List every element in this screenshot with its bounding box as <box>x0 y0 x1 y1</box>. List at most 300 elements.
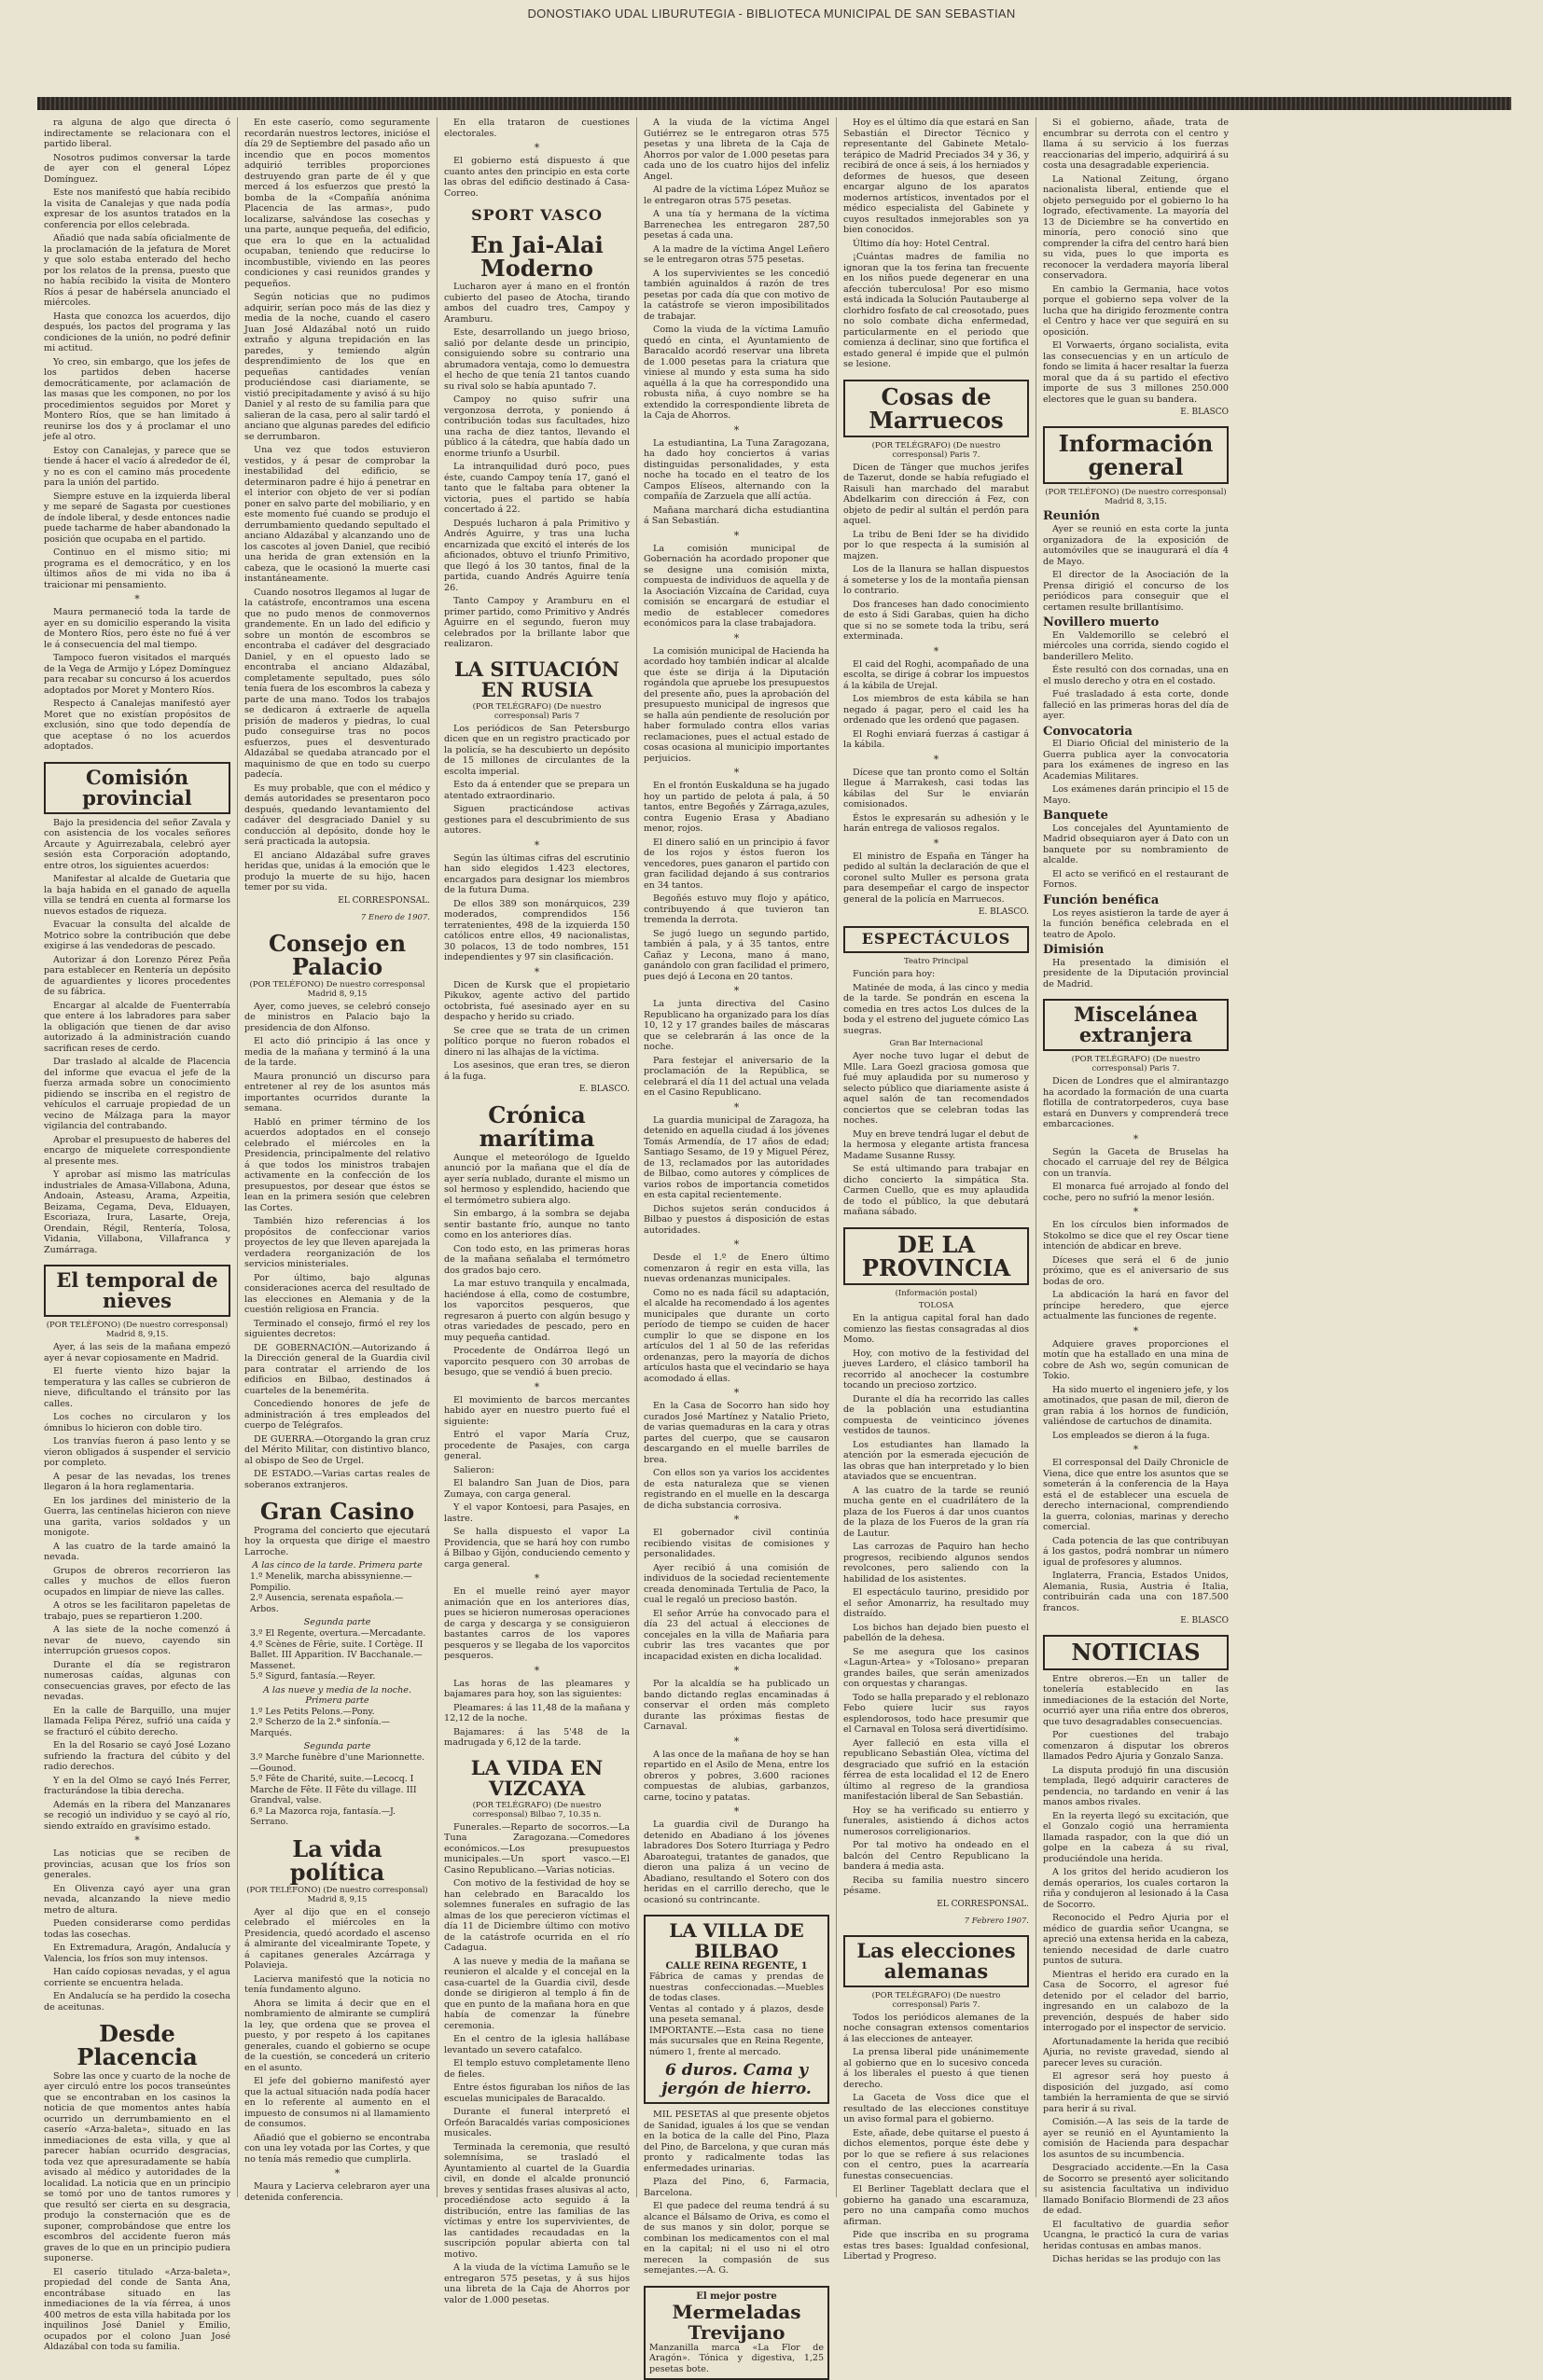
dateline: (POR TELÉGRAFO) (De nuestro corresponsal) Paris 7. <box>843 441 1029 460</box>
dateline: (POR TELÉGRAFO) (De nuestro corresponsal) Paris 7. <box>843 1991 1029 2010</box>
paragraph: El Diario Oficial del ministerio de la Guerra publica ayer la convocatoria para los exámenes de ingreso en las Academias Militares. <box>1043 739 1229 782</box>
program-item: 6.º La Mazorca roja, fantasía.—J. Serrano. <box>250 1806 430 1828</box>
signature: EL CORRESPONSAL. <box>843 1900 1029 1909</box>
paragraph: Durante el día se registraron numerosas caídas, algunas con consecuencias graves, por efecto de las nevadas. <box>44 1660 230 1703</box>
paragraph: Siguen practicándose activas gestiones para el descubrimiento de sus autores. <box>444 804 630 837</box>
ad-sanidad-shop: Plaza del Pino, 6, Farmacia, Barcelona. <box>644 2177 829 2198</box>
separator-asterisk: * <box>644 1387 829 1399</box>
paragraph: Como no es nada fácil su adaptación, el alcalde ha recomendado á los agentes municipales que durante un corto período de tiempo se cuiden de hacer cumplir lo que se dispone en los artículos del 1 al 50 de las referidas ordenanzas, pero la mayoría de dichos artículos hasta que el vecindario se haya acomodado á ellas. <box>644 1288 829 1385</box>
paragraph: Y en la del Olmo se cayó Inés Ferrer, fracturándose la tibia derecha. <box>44 1776 230 1797</box>
separator-asterisk: * <box>1043 1325 1229 1337</box>
paragraph: En Olivenza cayó ayer una gran nevada, alcanzando la nieve medio metro de altura. <box>44 1884 230 1916</box>
paragraph: Para festejar el aniversario de la proclamación de la República, se celebrará el día 11 del actual una velada en el Casino Republicano. <box>644 1056 829 1099</box>
paragraph: Los miembros de esta kábila se han negado á pagar, pero el caid les ha ordenado que les ordenó que pagasen. <box>843 694 1029 726</box>
program-item: 1.º Menelik, marcha abissynienne.—Pompilio. <box>250 1571 430 1593</box>
paragraph: Ayer, á las seis de la mañana empezó ayer á nevar copiosamente en Madrid. <box>44 1342 230 1363</box>
section-heading: SPORT VASCO <box>444 208 630 224</box>
paragraph: Salieron: <box>444 1465 630 1476</box>
paragraph: Una vez que todos estuvieron vestidos, y á pesar de comprobar la inestabilidad del edificio, se determinaron padre é hijo á penetrar en el interior con objeto de ver si podían poner en salvo parte del mobiliario, y en este momento fué cuando se produjo el derrumbamiento quedando sepultado el anciano Aldazábal y alcanzando uno de los cascotes al joven Daniel, que recibió una herida de gran extensión en la cabeza, que le ocasionó la muerte casi instantáneamente. <box>244 445 430 585</box>
ad-body: Fábrica de camas y prendas de nuestras confeccionadas.—Muebles de todas clases. <box>649 1972 824 2004</box>
separator-asterisk: * <box>644 985 829 997</box>
paragraph: Tampoco fueron visitados el marqués de la Vega de Armijo y López Domínguez para recabar su concurso á los acuerdos adoptados por Moret y Montero Ríos. <box>44 653 230 696</box>
paragraph: Los empleados se dieron á la fuga. <box>1043 1431 1229 1442</box>
paragraph: El caid del Roghi, acompañado de una escolta, se dirige á cobrar los impuestos á la kábila de Urejal. <box>843 659 1029 692</box>
paragraph: El facultativo de guardia señor Ucangna, le practicó la cura de varias heridas contusas en ambas manos. <box>1043 2220 1229 2252</box>
archive-header: DONOSTIAKO UDAL LIBURUTEGIA - BIBLIOTECA MUNICIPAL DE SAN SEBASTIAN <box>0 0 1543 26</box>
section-heading: Miscelánea extranjera <box>1043 999 1229 1051</box>
paragraph: Nosotros pudimos conversar la tarde de ayer con el general López Domínguez. <box>44 153 230 186</box>
program-item: 5.º Sigurd, fantasía.—Reyer. <box>250 1671 430 1682</box>
paragraph: A las cuatro de la tarde se reunió mucha gente en el cuadrilátero de la plaza de los Fueros á dar unos cuantos de la plaza de los Fueros de la gran ría de Lautur. <box>843 1486 1029 1540</box>
dateline: (POR TELÉFONO) (De nuestro corresponsal) Madrid 8, 9,15 <box>244 1886 430 1904</box>
paragraph: Desgraciado accidente.—En la Casa de Socorro se presentó ayer solicitando su asistencia facultativa un individuo llamado Bonifacio Blormendi de 23 años de edad. <box>1043 2163 1229 2217</box>
paragraph: Ahora se limita á decir que en el nombramiento de almirante se cumplirá la ley, que ordena que se provea el puesto, y por respeto á los capitanes generales, cuando el gobierno se ocupe de la cuestión, se concederá un criterio en el asunto. <box>244 1999 430 2074</box>
signature: E. BLASCO <box>1043 408 1229 417</box>
section-heading: LA VIDA EN VIZCAYA <box>444 1758 630 1799</box>
paragraph: Por tal motivo ha ondeado en el balcón del Centro Republicano la bandera á media asta. <box>843 1840 1029 1873</box>
paragraph: Sobre las once y cuarto de la noche de ayer circuló entre los pocos transeúntes que se encontraban en los casinos la noticia de que momentos antes había ocurrido un derrumbamiento en el caserío «Arza-baleta», situado en las inmediaciones de esta villa, y que al parecer habían ocurrido desgracias, toda vez que apresuradamente se había avisado al médico y autoridades de la localidad. La noticia que en un principio se tomó por uno de tantos rumores y que resultó ser cierta en su desgracia, produjo la consternación que es de suponer, comprobándose que entre los escombros del accidente fueron más graves de lo que en un principio pudiera suponerse. <box>44 2071 230 2264</box>
paragraph: Añadió que nada sabía oficialmente de la proclamación de la jefatura de Moret y que solo estaba enterado del hecho por los relatos de la prensa, puesto que no había recibido la visita de Montero Ríos á pesar de habérsela anunciado el miércoles. <box>44 233 230 309</box>
paragraph: La National Zeitung, órgano nacionalista liberal, entiende que el objeto perseguido por el gobierno lo ha logrado, efectivamente. La mayoría del 13 de Diciembre se ha convertido en minoría, pero conoció sino que comprender la cifra del centro hará bien su vida, pues lo que importa es reconocer la verdadera mayoría liberal conservadora. <box>1043 174 1229 282</box>
paragraph: La mar estuvo tranquila y encalmada, haciéndose á ella, como de costumbre, los vaporcitos pesqueros, que regresaron á puerto con algún besugo y otras variedades de pescado, pero en muy pequeña cantidad. <box>444 1279 630 1343</box>
paragraph: En el muelle reinó ayer mayor animación que en los anteriores días, pues se hicieron numerosas operaciones de carga y descarga y se consiguieron bastantes carros de los vapores pesqueros y se llegaba de los vaporcitos pesqueros. <box>444 1586 630 1662</box>
paragraph: A las siete de la noche comenzó á nevar de nuevo, cayendo sin interrupción gruesos copos. <box>44 1625 230 1657</box>
paragraph: A los supervivientes se les concedió también aguinaldos á razón de tres pesetas por cada día que con motivo de la catástrofe se vieron imposibilitados de trabajar. <box>644 269 829 323</box>
paragraph: Éstos le expresarán su adhesión y le harán entrega de valiosos regalos. <box>843 813 1029 835</box>
paragraph: Terminado el consejo, firmó el rey los siguientes decretos: <box>244 1319 430 1340</box>
subheading: Banquete <box>1043 809 1229 823</box>
paragraph: Por la alcaldía se ha publicado un bando dictando reglas encaminadas á conservar el orden más completo durante las próximas fiestas de Carnaval. <box>644 1679 829 1733</box>
section-heading: Gran Casino <box>244 1500 430 1523</box>
paragraph: Han caído copiosas nevadas, y el agua corriente se encuentra helada. <box>44 1967 230 1988</box>
paragraph: Las noticias que se reciben de provincias, acusan que los fríos son generales. <box>44 1848 230 1881</box>
separator-asterisk: * <box>644 530 829 542</box>
paragraph: La Gaceta de Voss dice que el resultado de las elecciones constituye un aviso formal para el gobierno. <box>843 2093 1029 2125</box>
paragraph: Ayer al dijo que en el consejo celebrado el miércoles en la Presidencia, quedó acordado el ascenso á almirante del vicealmirante Topete, y á capitanes generales Azcárraga y Polavieja. <box>244 1907 430 1972</box>
separator-asterisk: * <box>1043 1133 1229 1145</box>
paragraph: El corresponsal del Daily Chronicle de Viena, dice que entre los asuntos que se someterán á la conferencia de la Haya está el de establecer una escuela de derecho internacional, comprendiendo la guerra, colonias, marinas y derecho comercial. <box>1043 1458 1229 1533</box>
paragraph: Ayer falleció en esta villa el republicano Sebastián Olea, víctima del desgraciado que sufrió en la estación férrea de esta localidad el 12 de Enero último al regreso de la grandiosa manifestación liberal de San Sebastián. <box>843 1738 1029 1803</box>
dateline: (Información postal) <box>843 1289 1029 1298</box>
separator-asterisk: * <box>843 754 1029 766</box>
paragraph: El acto dió principio á las once y media de la mañana y terminó á la una de la tarde. <box>244 1036 430 1069</box>
paragraph: Siempre estuve en la izquierda liberal y me separé de Sagasta por cuestiones de índole liberal, y desde entonces nadie puede tacharme de haber abandonado la posición que ocupaba en el partido. <box>44 491 230 546</box>
paragraph: Al padre de la víctima López Muñoz se le entregaron otras 575 pesetas. <box>644 185 829 206</box>
paragraph: ra alguna de algo que directa ó indirectamente se relacionara con el partido liberal. <box>44 118 230 150</box>
paragraph: El templo estuvo completamente lleno de fieles. <box>444 2058 630 2080</box>
paragraph: Manifestar al alcalde de Guetaria que la baja habida en el ganado de aquella villa se tendrá en cuenta al formarse los nuevos estados de riqueza. <box>44 874 230 917</box>
signature: E. BLASCO. <box>444 1085 630 1094</box>
paragraph: A las nueve y media de la mañana se reunieron el alcalde y el concejal en la casa-cuartel de la Guardia civil, desde donde se dirigieron al templo á fin de que en punto de la mañana hora en que había de comenzar la fúnebre ceremonia. <box>444 1957 630 2032</box>
subheading: Reunión <box>1043 510 1229 523</box>
dateline: (POR TELÉFONO) (De nuestro corresponsal) Madrid 8, 3,15. <box>1043 488 1229 506</box>
paragraph: La abdicación la hará en favor del príncipe heredero, que ejerce actualmente las funciones de regente. <box>1043 1290 1229 1322</box>
paragraph: También hizo referencias á los propósitos de confeccionar varios proyectos de ley que lleven aparejada la verdadera reorganización de los servicios ministeriales. <box>244 1216 430 1270</box>
paragraph: Grupos de obreros recorrieron las calles y muchos de ellos fueron ocupados en limpiar de nieve las calles. <box>44 1566 230 1598</box>
paragraph: El señor Arrúe ha convocado para el día 23 del actual á elecciones de concejales en la villa de Mañaria para cubrir las tres vacantes que por incapacidad existen en dicha localidad. <box>644 1609 829 1663</box>
paragraph: Comisión.—A las seis de la tarde de ayer se reunió en el Ayuntamiento la comisión de Hacienda para despachar los asuntos de su incumbencia. <box>1043 2117 1229 2160</box>
paragraph: Se me asegura que los casinos «Lagun-Artea» y «Tolosano» preparan grandes bailes, que serán amenizados con orquestas y charangas. <box>843 1647 1029 1690</box>
ad-important: IMPORTANTE.—Esta casa no tiene más sucursales que en Reina Regente, número 1, frente al mercado. <box>649 2026 824 2058</box>
dateline: (POR TELÉGRAFO) (De nuestro corresponsal) Paris 7. <box>1043 1055 1229 1073</box>
paragraph: Dicen de Tánger que muchos jerifes de Tazerut, donde se había refugiado el Raisuli han marchado del marabut Abdelkarim con dirección á Fez, con objeto de pedir al sultán el perdón para aquel. <box>843 463 1029 527</box>
paragraph: Los concejales del Ayuntamiento de Madrid obsequiaron ayer á Dato con un banquete por su nombramiento de alcalde. <box>1043 823 1229 866</box>
paragraph: Los tranvías fueron á paso lento y se vieron obligados á suspender el servicio por completo. <box>44 1436 230 1469</box>
paragraph: En los jardines del ministerio de la Guerra, las centinelas hicieron con nieve una garita, varios soldados y un monigote. <box>44 1496 230 1539</box>
paragraph: Los de la llanura se hallan dispuestos á someterse y los de la montaña piensan lo contrario. <box>843 564 1029 597</box>
paragraph: El ministro de España en Tánger ha pedido al sultán la declaración de que el coronel sulto Muller es persona grata para desempeñar el cargo de inspector general de la policía en Marruecos. <box>843 851 1029 906</box>
paragraph: Lacierva manifestó que la noticia no tenía fundamento alguno. <box>244 1974 430 1996</box>
paragraph: Díceses que será el 6 de junio próximo, que es el aniversario de sus bodas de oro. <box>1043 1255 1229 1288</box>
paragraph: Se está ultimando para trabajar en dicho concierto la simpática Sta. Carmen Cuello, que es muy aplaudida de todo el público, la que debutará mañana sábado. <box>843 1164 1029 1218</box>
paragraph: En ella trataron de cuestiones electorales. <box>444 118 630 139</box>
paragraph: Terminada la ceremonia, que resultó solemnísima, se trasladó el Ayuntamiento al cuartel de la Guardia civil, en donde el alcalde pronunció breves y sentidas frases alusivas al acto, procediéndose acto seguido á la distribución, entre las familias de las víctimas y entre los supervivientes, de las cantidades recaudadas en la suscripción popular abierta con tal motivo. <box>444 2142 630 2261</box>
paragraph: Como la viuda de la víctima Lamuño quedó en cinta, el Ayuntamiento de Baracaldo acordó reservar una libreta de 1.000 pesetas para la criatura que viniese al mundo y esta suma ha sido aquélla á la que ha correspondido una robusta niña, á cuyo nombre se ha extendido la correspondiente libreta de la Caja de Ahorros. <box>644 325 829 422</box>
separator-asterisk: * <box>644 767 829 779</box>
paragraph: Ayer, como jueves, se celebró consejo de ministros en Palacio bajo la presidencia de don Alfonso. <box>244 1002 430 1034</box>
paragraph: Los bichos han dejado bien puesto el pabellón de la dehesa. <box>843 1623 1029 1644</box>
paragraph: Dicen de Kursk que el propietario Pikukov, agente activo del partido octobrista, fué asesinado ayer en su despacho y herido su criado. <box>444 980 630 1023</box>
paragraph: El director de la Asociación de la Prensa dirigió el concurso de los periódicos para conseguir que el certamen resulte brillantísimo. <box>1043 570 1229 613</box>
paragraph: En la antigua capital foral han dado comienzo las fiestas consagradas al dios Momo. <box>843 1313 1029 1346</box>
paragraph: El acto se verificó en el restaurant de Fornos. <box>1043 869 1229 891</box>
paragraph: Además en la ribera del Manzanares se recogió un individuo y se cayó al río, siendo extraído en gravísimo estado. <box>44 1800 230 1833</box>
section-heading: Las elecciones alemanas <box>843 1935 1029 1987</box>
paragraph: Hoy se ha verificado su entierro y funerales, asistiendo á dichos actos numerosos correligionarios. <box>843 1806 1029 1838</box>
separator-asterisk: * <box>644 1514 829 1526</box>
paragraph: Después lucharon á pala Primitivo y Andrés Aguirre, y tras una lucha encarnizada que excitó el interés de los aficionados, obtuvo el triunfo Primitivo, que llegó á los 30 tantos, final de la partida, cuando Andrés Aguirre tenía 26. <box>444 519 630 594</box>
paragraph: A la viuda de la víctima Lamuño se le entregaron 575 pesetas, y á sus hijos una libreta de la Caja de Ahorros por valor de 1.000 pesetas. <box>444 2262 630 2305</box>
section-heading: Comisión provincial <box>44 762 230 814</box>
subheading: Novillero muerto <box>1043 616 1229 630</box>
paragraph: A las cuatro de la tarde amainó la nevada. <box>44 1542 230 1563</box>
paragraph: Continuo en el mismo sitio; mi programa es el democrático, y en los últimos años de mi vida no iba á traicionar mi pensamiento. <box>44 547 230 590</box>
paragraph: El caserío titulado «Arza-baleta», propiedad del conde de Santa Ana, encontrábase situado en las inmediaciones de la vía férrea, á unos 400 metros de esta villa habitada por los inquilinos José Daniel y Emilio, ocupados por el colono Juan José Aldazábal con toda su familia. <box>44 2267 230 2353</box>
ad-sanidad-text: MIL PESETAS al que presente objetos de Sanidad, iguales á los que se vendan en la botica de la calle del Pino, Plaza del Pino, de Barcelona, y que curan más pronto y radicalmente todas las enfermedades urinarias. <box>644 2110 829 2174</box>
column-2 <box>237 118 437 2197</box>
paragraph: Según las últimas cifras del escrutinio han sido elegidos 1.423 electores, encargados para designar los miembros de la futura Duma. <box>444 853 630 896</box>
paragraph: En el frontón Euskalduna se ha jugado hoy un partido de pelota á pala, á 50 tantos, entre Begoñés y Zárraga,azules, contra Eugenio Erasa y Abadiano menor, rojos. <box>644 781 829 835</box>
paragraph: Con ellos son ya varios los accidentes de esta naturaleza que se vienen registrando en el muelle en la descarga de dicha substancia corrosiva. <box>644 1468 829 1511</box>
paragraph: Durante el funeral interpretó el Orfeón Baracaldés varias composiciones musicales. <box>444 2107 630 2139</box>
paragraph: La tribu de Beni Ider se ha dividido por lo que respecta á la sumisión al majzen. <box>843 530 1029 562</box>
paragraph: Habló en primer término de los acuerdos adoptados en el consejo celebrado el miércoles en la Presidencia, principalmente del relativo á que todos los ministros trabajen activamente en la confección de los presupuestos, por desear que éstos se lean en la primera sesión que celebren las Cortes. <box>244 1117 430 1214</box>
program-item: 4.º Scènes de Fêrie, suite. I Cortège. II Ballet. III Apparition. IV Bacchanale.—Massenet. <box>250 1640 430 1672</box>
paragraph: En este caserío, como seguramente recordarán nuestros lectores, inicióse el día 29 de Septiembre del pasado año un incendio que en pocos momentos adquirió terribles proporciones destruyendo gran parte de él y que merced á los esfuerzos que prestó la bomba de la «Compañía anónima Placencia de las armas», pudo localizarse, salvándose las cosechas y una parte, aunque pequeña, del edificio, que era lo que en la actualidad ocupaban, teniendo que reducirse lo incombustible, viviendo en las peores condiciones y casi reunidos grandes y pequeños. <box>244 118 430 289</box>
paragraph: Reconocido el Pedro Ajuria por el médico de guardia señor Ucangna, se apreció una extensa herida en la cabeza, teniendo necesidad de darle cuatro puntos de sutura. <box>1043 1913 1229 1967</box>
paragraph: DE GUERRA.—Otorgando la gran cruz del Mérito Militar, con distintivo blanco, al obispo de Seo de Urgel. <box>244 1434 430 1467</box>
paragraph: En la calle de Barquillo, una mujer llamada Felipa Pérez, sufrió una caída y se fracturó el cúbito derecho. <box>44 1706 230 1738</box>
paragraph: Afortunadamente la herida que recibió Ajuria, no reviste gravedad, siendo al parecer leves su curación. <box>1043 2037 1229 2069</box>
paragraph: Mientras el herido era curado en la Casa de Socorro, el agresor fué detenido por el celador del barrio, ingresando en un calabozo de la prevención, después de haber sido interrogado por el inspector de servicio. <box>1043 1970 1229 2034</box>
paragraph: Cada potencia de las que contribuyan á los gastos, podrá nombrar un número igual de profesores y alumnos. <box>1043 1536 1229 1569</box>
paragraph: DE GOBERNACIÓN.—Autorizando á la Dirección general de la Guardia civil para contratar el arriendo de los edificios en Bilbao, destinados á cuarteles de la benemérita. <box>244 1343 430 1397</box>
column-5 <box>836 118 1036 2197</box>
section-heading: Información general <box>1043 426 1229 484</box>
paragraph: A una tía y hermana de la víctima Barrenechea les entregaron 287,50 pesetas á cada una. <box>644 209 829 242</box>
paragraph: A la madre de la víctima Angel Leñero se le entregaron otras 575 pesetas. <box>644 244 829 266</box>
subheading: Convocatoria <box>1043 726 1229 739</box>
program-heading: Segunda parte <box>244 1617 430 1627</box>
program-item: 2.º Scherzo de la 2.ª sinfonía.—Marqués. <box>250 1717 430 1738</box>
column-4 <box>636 118 836 2197</box>
separator-asterisk: * <box>244 2167 430 2179</box>
program-heading: Segunda parte <box>244 1741 430 1751</box>
date-line: 7 Febrero 1907. <box>843 1916 1029 1926</box>
paragraph: El Roghi enviará fuerzas á castigar á la kábila. <box>843 729 1029 751</box>
paragraph: Yo creo, sin embargo, que los jefes de los partidos deben hacerse democráticamente, por aclamación de las masas que les componen, no por los procedimientos seguidos por Moret y Montero Ríos, que se han limitado á reunirse los dos y á proclamar el uno jefe al otro. <box>44 357 230 443</box>
separator-asterisk: * <box>644 632 829 644</box>
paragraph: El Vorwaerts, órgano socialista, evita las consecuencias y en un artículo de fondo se limita á hacer resaltar la fuerza moral que da á su partido el efectivo importe de sus 3 millones 250.000 electores que le guan su bandera. <box>1043 340 1229 405</box>
paragraph: Dichos sujetos serán conducidos á Bilbao y puestos á disposición de estas autoridades. <box>644 1204 829 1237</box>
section-heading: En Jai-Alai Moderno <box>444 233 630 280</box>
dateline: (POR TELÉFONO) De nuestro corresponsal Madrid 8, 9,15 <box>244 980 430 999</box>
columns <box>37 118 1511 2197</box>
paragraph: Este, desarrollando un juego brioso, salió por delante desde un principio, consiguiendo sobre su contrario una abrumadora ventaja, como lo demuestra el hecho de que tenía 21 tantos cuando su rival solo se había apuntado 7. <box>444 327 630 392</box>
paragraph: Dar traslado al alcalde de Placencia del informe que evacua el jefe de la fuerza armada sobre un conocimiento pidiendo se inscriba en el registro de vehículos el carruaje propiedad de un vecino de Málzaga para la mayor vigilancia del contrabando. <box>44 1057 230 1132</box>
paragraph: El balandro San Juan de Dios, para Zumaya, con carga general. <box>444 1478 630 1500</box>
paragraph: Fué trasladado á esta corte, donde falleció en las primeras horas del día de ayer. <box>1043 689 1229 722</box>
paragraph: Campoy no quiso sufrir una vergonzosa derrota, y poniendo á contribución todas sus facultades, hizo una racha de diez tantos, llevando el público á la cátedra, que había dado un enorme triunfo a Usurbil. <box>444 394 630 459</box>
paragraph: A los gritos del herido acudieron los demás operarios, los cuales cortaron la riña y condujeron al lesionado á la Casa de Socorro. <box>1043 1867 1229 1910</box>
paragraph: Begoñés estuvo muy flojo y apático, contribuyendo á que tuvieron tan tremenda la derrota. <box>644 893 829 926</box>
separator-asterisk: * <box>843 837 1029 850</box>
paragraph: En Valdemorillo se celebró el miércoles una corrida, siendo cogido el banderillero Melito. <box>1043 630 1229 663</box>
paragraph: Hasta que conozca los acuerdos, dijo después, los pactos del programa y las condiciones de la unión, no podré definir mi actitud. <box>44 311 230 354</box>
paragraph: Bajamares: á las 5'48 de la madrugada y 6,12 de la tarde. <box>444 1727 630 1749</box>
separator-asterisk: * <box>843 645 1029 657</box>
paragraph: Maura permaneció toda la tarde de ayer en su domicilio esperando la visita de Montero Ríos, pero éste no fué á ver le á consecuencia del mal tiempo. <box>44 607 230 650</box>
signature: E. BLASCO. <box>843 907 1029 917</box>
paragraph: Hoy es el último día que estará en San Sebastián el Director Técnico y representante del Gabinete Metalo-terápico de Madrid Preciados 34 y 36, y recibirá de once á seis, á los herniados y deformes de huesos, que deseen encargar alguno de los aparatos modernos artísticos, inventados por el médico especialista del Gabinete y cuyos resultados inmejorables son ya bien conocidos. <box>843 118 1029 236</box>
paragraph: Matinée de moda, á las cinco y media de la tarde. Se pondrán en escena la comedia en tres actos Los dulces de la boda y el estreno del juguete cómico Las suegras. <box>843 983 1029 1037</box>
paragraph: Los exámenes darán principio el 15 de Mayo. <box>1043 784 1229 806</box>
paragraph: La disputa produjó fin una discusión templada, llegó adquirir caracteres de pendencia, no tardando en venir á las manos ambos rivales. <box>1043 1765 1229 1808</box>
paragraph: Añadió que el gobierno se encontraba con una ley votada por las Cortes, y que no tenía más remedio que cumplirla. <box>244 2133 430 2166</box>
paragraph: Encargar al alcalde de Fuenterrabía que entere á los labradores para saber la obligación que tienen de dar aviso autorizado á la administración cuando sacrifican reses de cerdo. <box>44 1001 230 1055</box>
date-line: 7 Enero de 1907. <box>244 913 430 922</box>
paragraph: Si el gobierno, añade, trata de encumbrar su derrota con el centro y llama á su servicio á los fuerzas reaccionarias del imperio, adquirirá á su costa una desagradable experiencia. <box>1043 118 1229 172</box>
paragraph: Con todo esto, en las primeras horas de la mañana señalaba el termómetro dos grados bajo cero. <box>444 1244 630 1277</box>
paragraph: Mañana marchará dicha estudiantina á San Sebastián. <box>644 505 829 527</box>
paragraph: Pueden considerarse como perdidas todas las cosechas. <box>44 1918 230 1940</box>
section-heading: DE LA PROVINCIA <box>843 1227 1029 1285</box>
separator-asterisk: * <box>1043 1206 1229 1218</box>
paragraph: Los reyes asistieron la tarde de ayer á la función benéfica celebrada en el teatro de Apolo. <box>1043 908 1229 941</box>
paragraph: Maura pronunció un discurso para entretener al rey de los asuntos más importantes ocurridos durante la semana. <box>244 1072 430 1114</box>
paragraph: Funerales.—Reparto de socorros.—La Tuna Zaragozana.—Comedores económicos.—Los presupuestos municipales.—Un sport vasco.—El Casino Republicano.—Varias noticias. <box>444 1822 630 1876</box>
paragraph: Los coches no circularon y los ómnibus lo hicieron con doble tiro. <box>44 1412 230 1433</box>
ad-terms: Ventas al contado y á plazos, desde una peseta semanal. <box>649 2004 824 2026</box>
paragraph: Con motivo de la festividad de hoy se han celebrado en Baracaldo los solemnes funerales en sufragio de las almas de los que perecieron víctimas el día 11 de Diciembre último con motivo de la catástrofe ocurrida en el río Cadagua. <box>444 1878 630 1954</box>
paragraph: Autorizar á don Lorenzo Pérez Peña para establecer en Rentería un depósito de aguardientes y licores procedentes de su fábrica. <box>44 955 230 998</box>
paragraph: En el centro de la iglesia hallábase levantado un severo catafalco. <box>444 2034 630 2055</box>
paragraph: Este nos manifestó que había recibido la visita de Canalejas y que nada podía expresar de los asuntos tratados en la conferencia por ellos celebrada. <box>44 187 230 230</box>
program-item: 2.º Ausencia, serenata española.—Arbos. <box>250 1593 430 1614</box>
section-heading: Desde Placencia <box>44 2022 230 2069</box>
paragraph: Por cuestiones del trabajo comenzaron á disputar los obreros llamados Pedro Ajuria y Gonzalo Sanza. <box>1043 1730 1229 1763</box>
paragraph: Dícese que tan pronto como el Soltán llegue á Marrakesh, casi todas las kábilas del Sur le enviarán comisionados. <box>843 768 1029 810</box>
paragraph: El jefe del gobierno manifestó ayer que la actual situación nada podía hacer en lo referente al aumento en el impuesto de consumos ni al llamamiento de consumos. <box>244 2076 430 2130</box>
paragraph: En los círculos bien informados de Stokolmo se dice que el rey Oscar tiene intención de abdicar en breve. <box>1043 1220 1229 1252</box>
paragraph: Se halla dispuesto el vapor La Providencia, que se hará hoy con rumbo á Bilbao y Gijón, conduciendo cemento y carga general. <box>444 1527 630 1570</box>
paragraph: Reciba su familia nuestro sincero pésame. <box>843 1875 1029 1897</box>
separator-asterisk: * <box>644 1806 829 1818</box>
separator-asterisk: * <box>444 839 630 851</box>
separator-asterisk: * <box>1043 1444 1229 1456</box>
paragraph: El agresor será hoy puesto á disposición del juzgado, así como también la herramienta de que se sirvió para herir á su rival. <box>1043 2071 1229 2114</box>
paragraph: Las carrozas de Paquiro han hecho progresos, recibiendo algunos sendos revolcones, pero saliendo con la habilidad de los asistentes. <box>843 1542 1029 1584</box>
program-item: 1.º Les Petits Pelons.—Pony. <box>250 1707 430 1718</box>
paragraph: A otros se les facilitaron papeletas de trabajo, pues se repartieron 1.200. <box>44 1600 230 1622</box>
ad-trevijano-name: Mermeladas Trevijano <box>649 2302 824 2343</box>
paragraph: Todos los periódicos alemanes de la noche consagran extensos comentarios á las elecciones de anteayer. <box>843 2013 1029 2045</box>
paragraph: Procedente de Ondárroa llegó un vaporcito pesquero con 30 arrobas de besugo, que se vendió á buen precio. <box>444 1346 630 1378</box>
column-1 <box>37 118 237 2197</box>
paragraph: A pesar de las nevadas, los trenes llegaron á la hora reglamentaria. <box>44 1472 230 1493</box>
paragraph: En Andalucía se ha perdido la cosecha de aceitunas. <box>44 1991 230 2013</box>
paragraph: Y el vapor Kontoesi, para Pasajes, en lastre. <box>444 1502 630 1524</box>
separator-asterisk: * <box>644 1238 829 1251</box>
paragraph: Se cree que se trata de un crimen político porque no fueron robados el dinero ni las alhajas de la víctima. <box>444 1026 630 1059</box>
paragraph: Respecto á Canalejas manifestó ayer Moret que no existían propósitos de exclusión, sino que todo dependía de que aceptase ó no los acuerdos adoptados. <box>44 699 230 753</box>
separator-asterisk: * <box>444 142 630 154</box>
paragraph: Adquiere graves proporciones el motín que ha estallado en una mina de cobre de Ash wo, según comunican de Tokio. <box>1043 1339 1229 1382</box>
paragraph: Muy en breve tendrá lugar el debut de la hermosa y elegante artista francesa Madame Susanne Russy. <box>843 1129 1029 1162</box>
paragraph: Programa del concierto que ejecutará hoy la orquesta que dirige el maestro Larroche. <box>244 1526 430 1558</box>
program-item: 5.º Fête de Charité, suite.—Lecocq. I Marche de Fête. II Fête du village. III Grandval, valse. <box>250 1774 430 1806</box>
dateline: Gran Bar Internacional <box>843 1039 1029 1048</box>
ad-title: LA VILLA DE BILBAO <box>649 1920 824 1961</box>
subheading: Función benéfica <box>1043 894 1229 907</box>
paragraph: Función para hoy: <box>843 969 1029 980</box>
paragraph: El Berliner Tageblatt declara que el gobierno ha ganado una escaramuza, pero no una campaña como muchos afirman. <box>843 2184 1029 2227</box>
paragraph: Estoy con Canalejas, y parece que se tiende á hacer el vacío á alrededor de él, y no es con el camino más procedente para la unión del partido. <box>44 446 230 489</box>
section-heading: El temporal de nieves <box>44 1265 230 1317</box>
paragraph: Bajo la presidencia del señor Zavala y con asistencia de los vocales señores Arcaute y Aguirrezabala, celebró ayer sesión esta Corporación adoptando, entre otros, los siguientes acuerdos: <box>44 818 230 872</box>
paragraph: Hoy, con motivo de la festividad del jueves Lardero, el clásico tamboril ha recorrido al anochecer la costumbre tocando un precioso zortzico. <box>843 1349 1029 1391</box>
separator-asterisk: * <box>444 1665 630 1677</box>
paragraph: Entre obreros.—En un taller de tonelería establecido en las inmediaciones de la estación del Norte, ocurrió ayer una riña entre dos obreros, que tuvo desagradables consecuencias. <box>1043 1674 1229 1728</box>
paragraph: Evacuar la consulta del alcalde de Motrico sobre la contribución que debe exigirse á las vendedoras de pescado. <box>44 920 230 952</box>
dateline: Teatro Principal <box>843 957 1029 966</box>
separator-asterisk: * <box>644 1736 829 1748</box>
paragraph: Lucharon ayer á mano en el frontón cubierto del paseo de Atocha, tirando ambos del cuadro tres, Campoy y Aramburu. <box>444 282 630 325</box>
paragraph: Es muy probable, que con el médico y demás autoridades se presentaron poco después, quedando levantamiento del cadáver del desgraciado Daniel y su conducción al depósito, donde hoy le será practicada la autopsia. <box>244 783 430 848</box>
dateline: (POR TELÉGRAFO) (De nuestro corresponsal) Paris 7 <box>444 702 630 721</box>
paragraph: Pleamares: á las 11,48 de la mañana y 12,12 de la noche. <box>444 1703 630 1724</box>
paragraph: Los estudiantes han llamado la atención por la esmerada ejecución de las obras que han interpretado y lo bien ataviados que se encuentran. <box>843 1440 1029 1483</box>
paragraph: El gobernador civil continúa recibiendo visitas de comisiones y personalidades. <box>644 1528 829 1560</box>
paragraph: Durante el día ha recorrido las calles de la población una estudiantina compuesta de veinticinco jóvenes vestidos de taunos. <box>843 1394 1029 1437</box>
dateline: TOLOSA <box>843 1301 1029 1310</box>
paragraph: Sin embargo, á la sombra se dejaba sentir bastante frío, aunque no tanto como en los anteriores días. <box>444 1209 630 1241</box>
paragraph: El movimiento de barcos mercantes habido ayer en nuestro puerto fué el siguiente: <box>444 1395 630 1428</box>
separator-asterisk: * <box>644 424 829 436</box>
section-heading: ESPECTÁCULOS <box>843 926 1029 953</box>
paragraph: Ha presentado la dimisión el presidente de la Diputación provincial de Madrid. <box>1043 958 1229 990</box>
dateline: (POR TELÉGRAFO) (De nuestro corresponsal) Bilbao 7, 10.35 n. <box>444 1801 630 1820</box>
paragraph: Los asesinos, que eran tres, se dieron á la fuga. <box>444 1060 630 1082</box>
paragraph: La junta directiva del Casino Republicano ha organizado para los días 10, 12 y 17 grandes bailes de máscaras que se celebrarán á las once de la noche. <box>644 999 829 1053</box>
paragraph: Se jugó luego un segundo partido, también á pala, y á 35 tantos, entre Cañaz y Lecona, mano á mano, ganándolo con gran facilidad el primero, pues dejó á Lecona en 20 tantos. <box>644 929 829 983</box>
paragraph: Y aprobar así mismo las matrículas industriales de Amasa-Villabona, Aduna, Andoain, Asteasu, Arama, Azpeitia, Beizama, Cegama, Deva, Elduayen, Escoriaza, Irura, Lasarte, Oreja, Orendain, Régil, Rentería, Tolosa, Vidania, Villabona, Villafranca y Zumárraga. <box>44 1169 230 1255</box>
paragraph: Todo se halla preparado y el reblonazo Febo quiere lucir sus rayos esplendorosos, todo hace presumir que el Carnaval en Tolosa será divertidísimo. <box>843 1693 1029 1736</box>
paragraph: El dinero salió en un principio á favor de los rojos y éstos fueron los vencedores, pues ganaron el partido con gran facilidad dejando á sus contrarios en 34 tantos. <box>644 837 829 892</box>
separator-asterisk: * <box>644 1665 829 1677</box>
paragraph: Aunque el meteorólogo de Igueldo anunció por la mañana que el día de ayer sería nublado, durante el mismo un sol hermoso y esplendido, haciendo que el termómetro subiera algo. <box>444 1153 630 1207</box>
paragraph: En cambio la Germania, hace votos porque el gobierno sepa volver de la lucha que ha dirigido ferozmente contra el Centro y hace ver que seguirá en su oposición. <box>1043 284 1229 339</box>
paragraph: La guardia civil de Durango ha detenido en Abadiano á los jóvenes labradores Dos Sotero Iturriaga y Pedro Abaroategui, tratantes de ganados, que dieron una paliza á un vecino de Abadiano, resultando el Sotero con dos heridas en el carrillo derecho, que le ocasionó su contrincante. <box>644 1820 829 1905</box>
column-6 <box>1036 118 1235 2197</box>
paragraph: Las horas de las pleamares y bajamares para hoy, son las siguientes: <box>444 1679 630 1700</box>
subheading: Dimisión <box>1043 944 1229 957</box>
paragraph: Por último, bajo algunas consideraciones acerca del resultado de las elecciones en Alemania y de la cuestión religiosa en Francia. <box>244 1273 430 1316</box>
paragraph: Último día hoy: Hotel Central. <box>843 239 1029 250</box>
separator-asterisk: * <box>444 1572 630 1584</box>
separator-asterisk: * <box>644 1101 829 1114</box>
paragraph: En la del Rosario se cayó José Lozano sufriendo la fractura del cúbito y del radio derechos. <box>44 1740 230 1773</box>
signature: EL CORRESPONSAL. <box>244 896 430 906</box>
paragraph: La intranquilidad duró poco, pues éste, cuando Campoy tenía 17, ganó el tanto que le faltaba para obtener la victoria, pues el partido se había concertado á 22. <box>444 462 630 516</box>
ad-address: CALLE REINA REGENTE, 1 <box>649 1961 824 1972</box>
paragraph: Dichas heridas se las produjo con las <box>1043 2254 1229 2265</box>
paragraph: Dicen de Londres que el almirantazgo ha acordado la formación de una cuarta flotilla de contratorpederos, cuya base estará en Dunvers y comprenderá trece embarcaciones. <box>1043 1076 1229 1130</box>
paragraph: A la viuda de la víctima Angel Gutiérrez se le entregaron otras 575 pesetas y una libreta de la Caja de Ahorros por valor de 1.000 pesetas para cada uno de los cuatro hijos del infeliz Angel. <box>644 118 829 182</box>
section-heading: NOTICIAS <box>1043 1635 1229 1669</box>
paragraph: Según noticias que no pudimos adquirir, serían poco más de las diez y media de la noche, cuando el casero Juan José Aldazábal notó un ruido extraño y alguna trepidación en las paredes, y temiendo algún desprendimiento de los que en pequeñas cantidades venían produciéndose casi diariamente, se vistió precipitadamente y avisó á su hijo Daniel y al resto de su familia para que salieran de la casa, pero al salir tardó el anciano que algunas paredes del edificio se derrumbaron. <box>244 292 430 442</box>
paragraph: Desde el 1.º de Enero último comenzaron á regir en esta villa, las nuevas ordenanzas municipales. <box>644 1252 829 1285</box>
paragraph: Concediendo honores de jefe de administración á tres empleados del cuerpo de Telégrafos. <box>244 1399 430 1432</box>
paragraph: El fuerte viento hizo bajar la temperatura y las calles se cubrieron de nieve, dificultando el tránsito por las calles. <box>44 1366 230 1409</box>
paragraph: Esto da á entender que se prepara un atentado extraordinario. <box>444 780 630 801</box>
section-heading: Consejo en Palacio <box>244 932 430 978</box>
section-heading: Crónica marítima <box>444 1103 630 1150</box>
paragraph: Aprobar el presupuesto de haberes del encargo de miquelete correspondiente al presente mes. <box>44 1135 230 1168</box>
paragraph: Maura y Lacierva celebraron ayer una detenida conferencia. <box>244 2181 430 2203</box>
separator-asterisk: * <box>444 966 630 978</box>
column-3 <box>437 118 636 2197</box>
ad-villa-de-bilbao <box>644 1915 829 2104</box>
paragraph: Los periódicos de San Petersburgo dicen que en un registro practicado por la policía, se ha descubierto un depósito de 15 millones de circulantes de la escolta imperial. <box>444 724 630 778</box>
ad-trevijano-tagline: Manzanilla marca «La Flor de Aragón». Tónica y digestiva, 1,25 pesetas bote. <box>649 2343 824 2375</box>
masthead-rule <box>37 97 1511 110</box>
paragraph: ¡Cuántas madres de familia no ignoran que la tos ferina tan frecuente en los niños puede degenerar en una afección tuberculosa! Por eso mismo está indicada la Solución Pautauberge al clorhidro fosfato de cal creosotado, pues no solo combate dicha enfermedad, particularmente en el periodo que comienza á declinar, sino que fortifica el estado general é impide que el pulmón se lesione. <box>843 252 1029 370</box>
ad-reuma-text: El que padece del reuma tendrá á su alcance el Bálsamo de Oriva, es como el de sus manos y sin dolor, porque se combinan los medicamentos con el mal en la capital; ni el uso ni el otro merecen la compasión de sus semejantes.—A. G. <box>644 2201 829 2276</box>
paragraph: En Extremadura, Aragón, Andalucía y Valencia, los fríos son muy intensos. <box>44 1943 230 1964</box>
paragraph: Este, añade, debe quitarse el puesto á dichos elementos, porque éste debe y por lo que se refiere á sus relaciones con el centro, pues la acarrearía funestas consecuencias. <box>843 2128 1029 2182</box>
paragraph: Cuando nosotros llegamos al lugar de la catástrofe, encontramos una escena que no pudo menos de conmovernos grandemente. En un lado del edificio y sobre un montón de escombros se encontraba el cadáver del desgraciado Daniel, y en el opuesto lado se encontraba el anciano Aldazábal, completamente sepultado, pues sólo tenía fuera de los escombros la cabeza y parte de una mano. Todos los trabajos se dedicaron á extraerle de aquella prisión de maderos y piedras, lo cual pudo conseguirse tras no pocos esfuerzos, pues el desventurado Aldazábal se quedaba atrancado por el maquinismo de que en todo su cuerpo padecía. <box>244 588 430 781</box>
paragraph: El gobierno está dispuesto á que cuanto antes den principio en esta corte las obras del edificio destinado á Casa-Correo. <box>444 156 630 199</box>
paragraph: Ayer recibió á una comisión de individuos de la sociedad recientemente creada denominada Tertulia de Paco, la cual le regaló un precioso bastón. <box>644 1563 829 1606</box>
paragraph: El anciano Aldazábal sufre graves heridas que, unidas á la emoción que le produjo la muerte de su hijo, hacen temer por su vida. <box>244 851 430 893</box>
section-heading: LA SITUACIÓN EN RUSIA <box>444 659 630 700</box>
paragraph: La comisión municipal de Hacienda ha acordado hoy también indicar al alcalde que éste se dirija á la Diputación rogándola que apruebe los presupuestos del presente año, pues la aprobación del presupuesto municipal de ingresos que se halla aún pendiente de resolución por haber formulado contra ellos varias reclamaciones, pues el actual estado de cosas ocasiona al municipio importantes perjuicios. <box>644 646 829 765</box>
separator-asterisk: * <box>444 1381 630 1393</box>
paragraph: Pide que inscriba en su programa estas tres bases: Igualdad confesional, Libertad y Progreso. <box>843 2230 1029 2262</box>
program-item: 3.º Marche funèbre d'une Marionnette.—Gounod. <box>250 1752 430 1774</box>
paragraph: Dos franceses han dado conocimiento de esto á Sidi Garabas, quien ha dicho que si no se somete toda la tribu, será exterminada. <box>843 600 1029 643</box>
ad-trevijano-title: El mejor postre <box>649 2291 824 2302</box>
program-heading: A las nueve y media de la noche. Primera parte <box>244 1685 430 1706</box>
section-heading: Cosas de Marruecos <box>843 380 1029 437</box>
paragraph: Éste resultó con dos cornadas, una en el muslo derecho y otra en el costado. <box>1043 665 1229 686</box>
paragraph: Entró el vapor María Cruz, procedente de Pasajes, con carga general. <box>444 1430 630 1462</box>
paragraph: En la Casa de Socorro han sido hoy curados José Martínez y Natalio Prieto, de varias quemaduras en la cara y otras partes del cuerpo, que se causaron descargando en el muelle barriles de brea. <box>644 1401 829 1465</box>
paragraph: DE ESTADO.—Varias cartas reales de soberanos extranjeros. <box>244 1469 430 1490</box>
paragraph: A las once de la mañana de hoy se han repartido en el Asilo de Mena, entre los obreros y pobres, 3.600 raciones compuestas de alubias, garbanzos, carne, tocino y patatas. <box>644 1750 829 1804</box>
ad-offer: 6 duros. Cama y jergón de hierro. <box>649 2061 824 2098</box>
